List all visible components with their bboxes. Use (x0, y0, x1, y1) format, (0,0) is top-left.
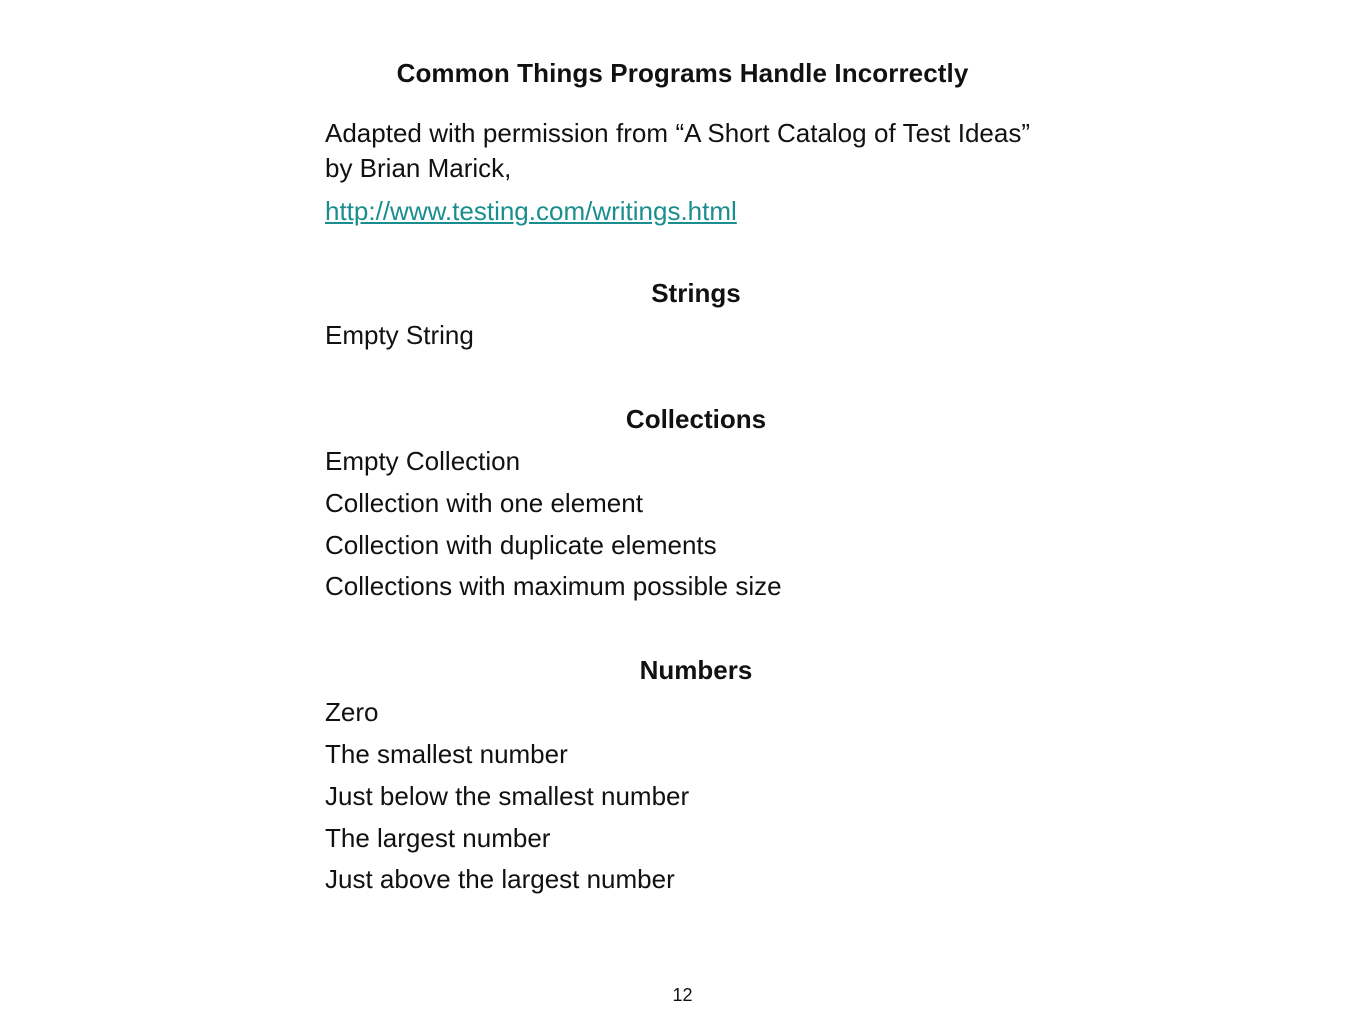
section-heading-strings: Strings (651, 278, 741, 308)
section-heading-numbers: Numbers (639, 655, 753, 685)
list-item: Empty String (325, 320, 474, 350)
document-title: Common Things Programs Handle Incorrectly (396, 58, 969, 88)
list-item: Collection with duplicate elements (325, 530, 717, 560)
intro-text: Adapted with permission from “A Short Catalog of Test Ideas” by Brian Marick, (325, 118, 1030, 183)
list-item: Empty Collection (325, 446, 521, 476)
list-item: Just below the smallest number (325, 781, 690, 811)
source-link[interactable]: http://www.testing.com/writings.html (325, 196, 737, 226)
list-item: Collection with one element (325, 488, 643, 518)
list-item: The largest number (325, 823, 551, 853)
list-item: Collections with maximum possible size (325, 571, 782, 601)
page-number: 12 (672, 985, 693, 1005)
list-item: Zero (325, 697, 379, 727)
section-heading-collections: Collections (625, 404, 767, 434)
list-item: The smallest number (325, 739, 568, 769)
list-item: Just above the largest number (325, 864, 675, 894)
